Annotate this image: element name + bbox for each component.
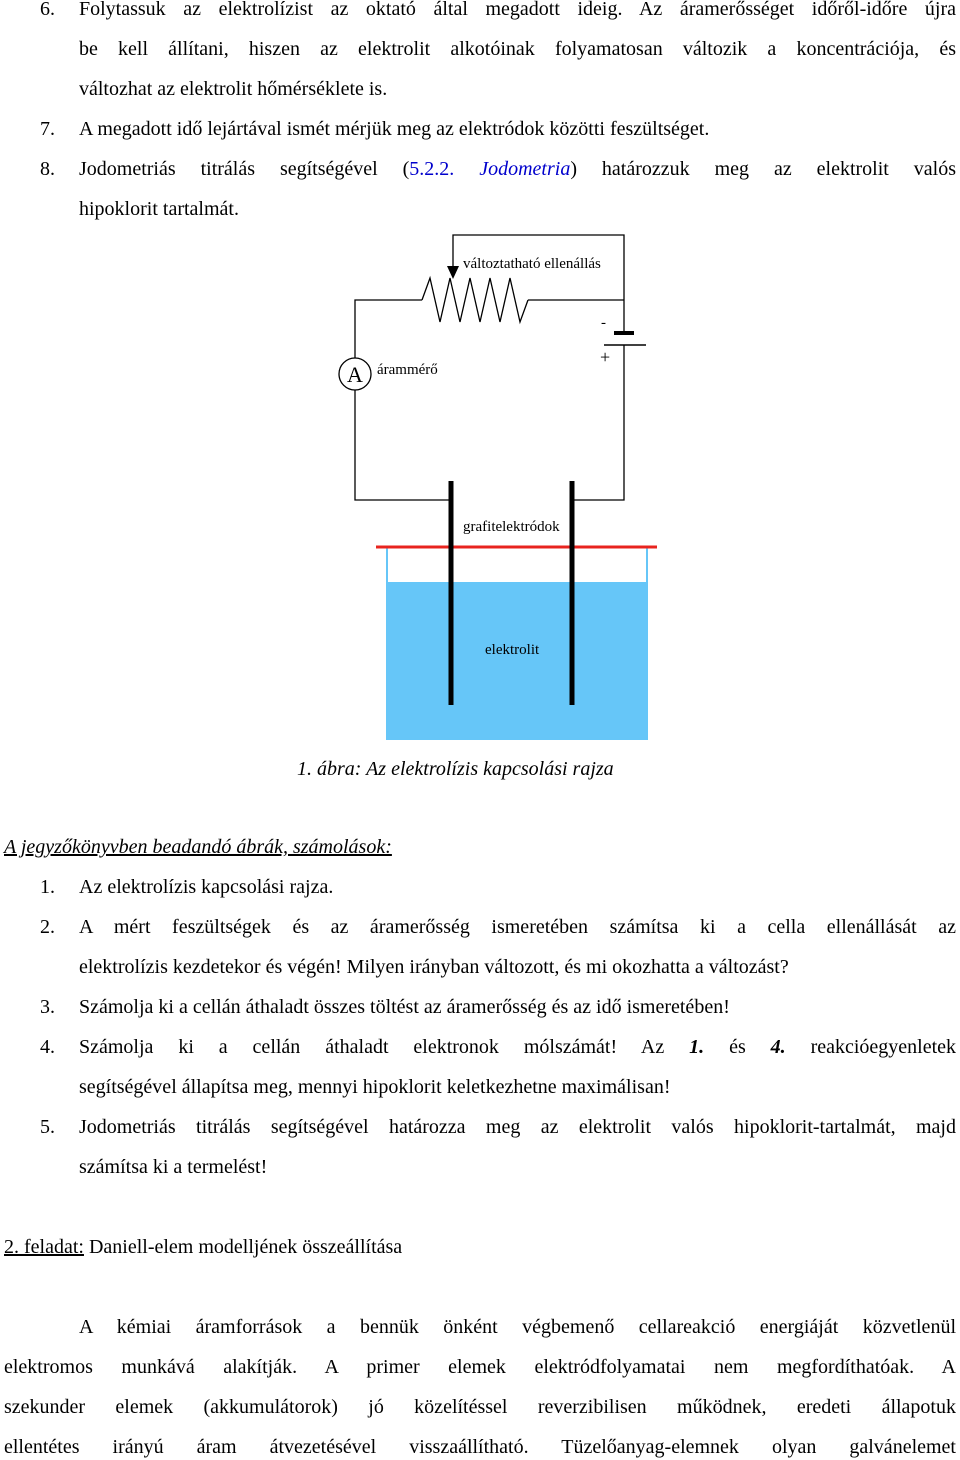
battery-plus-label: + — [600, 347, 611, 367]
list-item-text: számítsa ki a termelést! — [79, 1156, 268, 1178]
list-item-text: Az elektrolízis kapcsolási rajza. — [79, 876, 334, 898]
electrodes-label: grafitelektródok — [463, 519, 560, 535]
step-number: 8. — [40, 158, 55, 180]
jodometria-link[interactable]: 5.2.2. Jodometria — [409, 158, 571, 180]
step-number: 7. — [40, 118, 55, 140]
list-item-text: Számolja ki a cellán áthaladt elektronok mólszámát! Az 1. és 4. reakcióegyenletek — [79, 1036, 957, 1058]
list-item-text: segítségével állapítsa meg, mennyi hipoklorit keletkezhetne maximálisan! — [79, 1076, 671, 1098]
step-number: 6. — [40, 0, 55, 20]
paragraph-line: ellentétes irányú áram átvezetésével visszaállítható. Tüzelőanyag-elemnek olyan galvánelemet — [4, 1436, 956, 1458]
battery-minus-label: - — [601, 315, 606, 331]
figure-caption: 1. ábra: Az elektrolízis kapcsolási rajza — [297, 758, 614, 780]
list-item-text: Jodometriás titrálás segítségével határozza meg az elektrolit valós hipoklorit-tartalmát, majd — [79, 1116, 956, 1138]
ammeter-label: árammérő — [377, 362, 438, 378]
list-item-number: 4. — [40, 1036, 55, 1058]
step-text: A megadott idő lejártával ismét mérjük meg az elektródok közötti feszültséget. — [79, 118, 710, 140]
report-heading: A jegyzőkönyvben beadandó ábrák, számolások: — [4, 836, 392, 858]
list-item-number: 5. — [40, 1116, 55, 1138]
step-text: be kell állítani, hiszen az elektrolit alkotóinak folyamatosan változik a koncentrációja, és — [79, 38, 956, 60]
paragraph-line: elektromos munkává alakítják. A primer elemek elektródfolyamatai nem megfordíthatóak. A — [4, 1356, 956, 1378]
list-item-number: 1. — [40, 876, 55, 898]
battery-icon — [604, 333, 646, 345]
paragraph-line: szekunder elemek (akkumulátorok) jó közelítéssel reverzibilisen működnek, eredeti állapotuk — [4, 1396, 956, 1418]
resistor-icon — [422, 278, 528, 322]
step-text: Jodometriás titrálás segítségével (5.2.2. Jodometria) határozzuk meg az elektrolit valós — [79, 158, 956, 180]
list-item-text: elektrolízis kezdetekor és végén! Milyen irányban változott, és mi okozhatta a változást? — [79, 956, 789, 978]
paragraph-line: A kémiai áramforrások a bennük önként végbemenő cellareakció energiáját közvetlenül — [79, 1316, 956, 1338]
step-text: Folytassuk az elektrolízist az oktató által megadott ideig. Az áramerősséget időről-időre újra — [79, 0, 956, 20]
resistor-arrow-icon — [447, 266, 459, 279]
step-text: változhat az elektrolit hőmérséklete is. — [79, 78, 388, 100]
list-item-number: 3. — [40, 996, 55, 1018]
list-item-number: 2. — [40, 916, 55, 938]
step-text: hipoklorit tartalmát. — [79, 198, 239, 220]
ammeter-symbol: A — [347, 362, 363, 387]
task2-heading: 2. feladat: Daniell-elem modelljének összeállítása — [4, 1236, 403, 1258]
list-item-text: A mért feszültségek és az áramerősség ismeretében számítsa ki a cella ellenállását az — [79, 916, 956, 938]
electrolysis-circuit-diagram — [0, 220, 960, 750]
list-item-text: Számolja ki a cellán áthaladt összes töltést az áramerősség és az idő ismeretében! — [79, 996, 730, 1018]
electrolyte — [387, 582, 647, 739]
resistor-label: változtatható ellenállás — [463, 256, 601, 272]
electrolyte-label: elektrolit — [485, 642, 540, 658]
